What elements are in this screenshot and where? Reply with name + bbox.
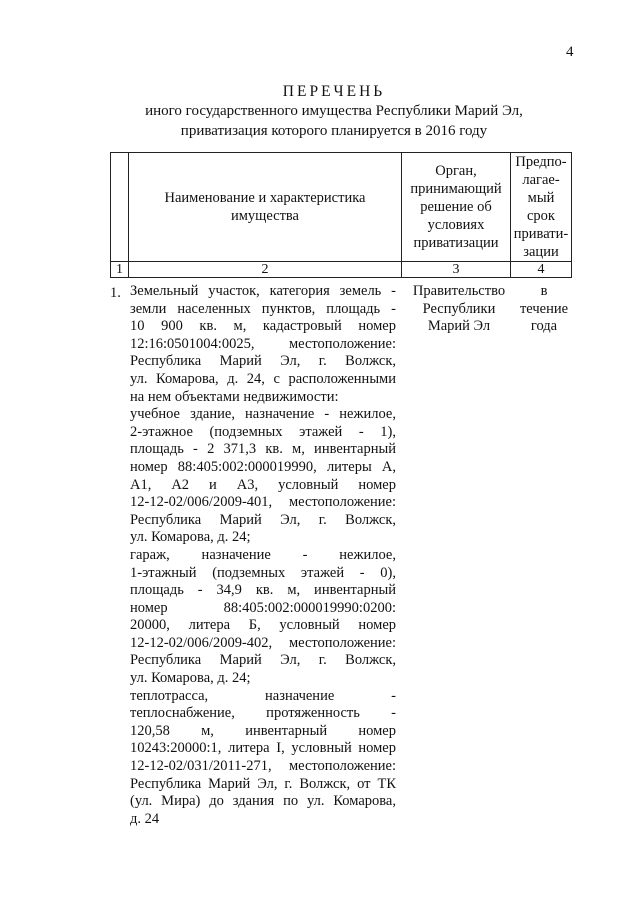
- header-cell-number: [111, 153, 129, 262]
- term-line: в: [540, 283, 548, 299]
- header-organ-line: приватизации: [413, 235, 499, 251]
- description-line: 12-12-02/031/2011-271, местоположение:: [130, 758, 396, 775]
- header-term-line: лагае-: [522, 172, 560, 188]
- description-line: теплоснабжение, протяженность -: [130, 705, 396, 722]
- description-line: Республика Марий Эл, г. Волжск,: [130, 511, 396, 528]
- column-number: 3: [402, 262, 511, 278]
- header-organ-line: Орган,: [435, 163, 477, 179]
- header-cell-term: [511, 153, 572, 262]
- description-line: Республика Марий Эл, г. Волжск,: [130, 353, 396, 370]
- page-number: 4: [566, 44, 574, 60]
- authority-line: Марий Эл: [427, 318, 491, 335]
- row-number: 1.: [110, 285, 121, 301]
- description-line: Республика Марий Эл, г. Волжск,: [130, 652, 396, 669]
- description-line: на нем объектами недвижимости:: [130, 388, 339, 405]
- document-title: ПЕРЕЧЕНЬ: [282, 83, 386, 100]
- table-header-row: [111, 153, 572, 262]
- document-subtitle-line-2: приватизация которого планируется в 2016 году: [180, 123, 488, 139]
- description-line: ул. Комарова, д. 24;: [130, 529, 251, 546]
- header-organ-line: условиях: [427, 217, 485, 233]
- document-subtitle-line-1: иного государственного имущества Республики Марий Эл,: [145, 103, 523, 119]
- description-line: (ул. Мира) до здания по ул. Комарова,: [130, 793, 396, 810]
- header-cell-organ: [402, 153, 511, 262]
- description-line: 12-12-02/006/2009-402, местоположение:: [130, 634, 396, 651]
- description-line: площадь - 2 371,3 кв. м, инвентарный: [130, 441, 396, 458]
- property-description: [130, 283, 396, 828]
- property-table: [110, 152, 572, 278]
- description-line: д. 24: [130, 810, 160, 827]
- column-number: 2: [129, 262, 402, 278]
- description-line: 2-этажное (подземных этажей - 1),: [130, 423, 396, 440]
- header-term-line: срок: [527, 208, 555, 224]
- description-line: 1-этажный (подземных этажей - 0),: [130, 564, 396, 581]
- header-term-line: привати-: [513, 226, 569, 242]
- description-line: Земельный участок, категория земель -: [130, 283, 396, 299]
- description-line: 12-12-02/006/2009-401, местоположение:: [130, 494, 396, 511]
- description-line: ул. Комарова, д. 24, с расположенными: [130, 370, 396, 387]
- title-block: [110, 82, 558, 141]
- header-organ-line: принимающий: [410, 181, 502, 197]
- description-line: номер 88:405:002:000019990, литеры А,: [130, 458, 396, 475]
- description-line: 10 900 кв. м, кадастровый номер: [130, 318, 396, 335]
- description-line: учебное здание, назначение - нежилое,: [130, 406, 396, 423]
- term-line: года: [530, 318, 558, 335]
- privatization-term: [514, 283, 574, 336]
- header-term-line: Предпо-: [515, 154, 567, 170]
- description-line: ул. Комарова, д. 24;: [130, 670, 251, 687]
- authority-line: Республики: [422, 300, 496, 317]
- description-line: А1, А2 и А3, условный номер: [130, 476, 396, 493]
- column-number: 4: [511, 262, 572, 278]
- description-line: номер 88:405:002:000019990:0200:: [130, 599, 396, 616]
- column-number: 1: [111, 262, 129, 278]
- description-line: площадь - 34,9 кв. м, инвентарный: [130, 582, 396, 599]
- header-term-line: мый: [527, 190, 555, 206]
- description-line: 120,58 м, инвентарный номер: [130, 722, 396, 739]
- description-line: Республика Марий Эл, г. Волжск, от ТК: [130, 775, 396, 792]
- description-line: земли населенных пунктов, площадь -: [130, 300, 396, 317]
- approving-authority: [400, 283, 518, 336]
- header-cell-name: [129, 153, 402, 262]
- description-line: теплотрасса, назначение -: [130, 687, 396, 704]
- header-organ-line: решение об: [420, 199, 492, 215]
- authority-line: Правительство: [412, 283, 506, 299]
- header-term-line: зации: [523, 244, 559, 260]
- description-line: гараж, назначение - нежилое,: [130, 546, 396, 563]
- header-name-label: Наименование и характеристика имущества: [164, 190, 366, 224]
- description-line: 20000, литера Б, условный номер: [130, 617, 396, 634]
- term-line: течение: [519, 300, 569, 317]
- description-line: 12:16:0501004:0025, местоположение:: [130, 335, 396, 352]
- column-number-row: [111, 262, 572, 278]
- description-line: 10243:20000:1, литера I, условный номер: [130, 740, 396, 757]
